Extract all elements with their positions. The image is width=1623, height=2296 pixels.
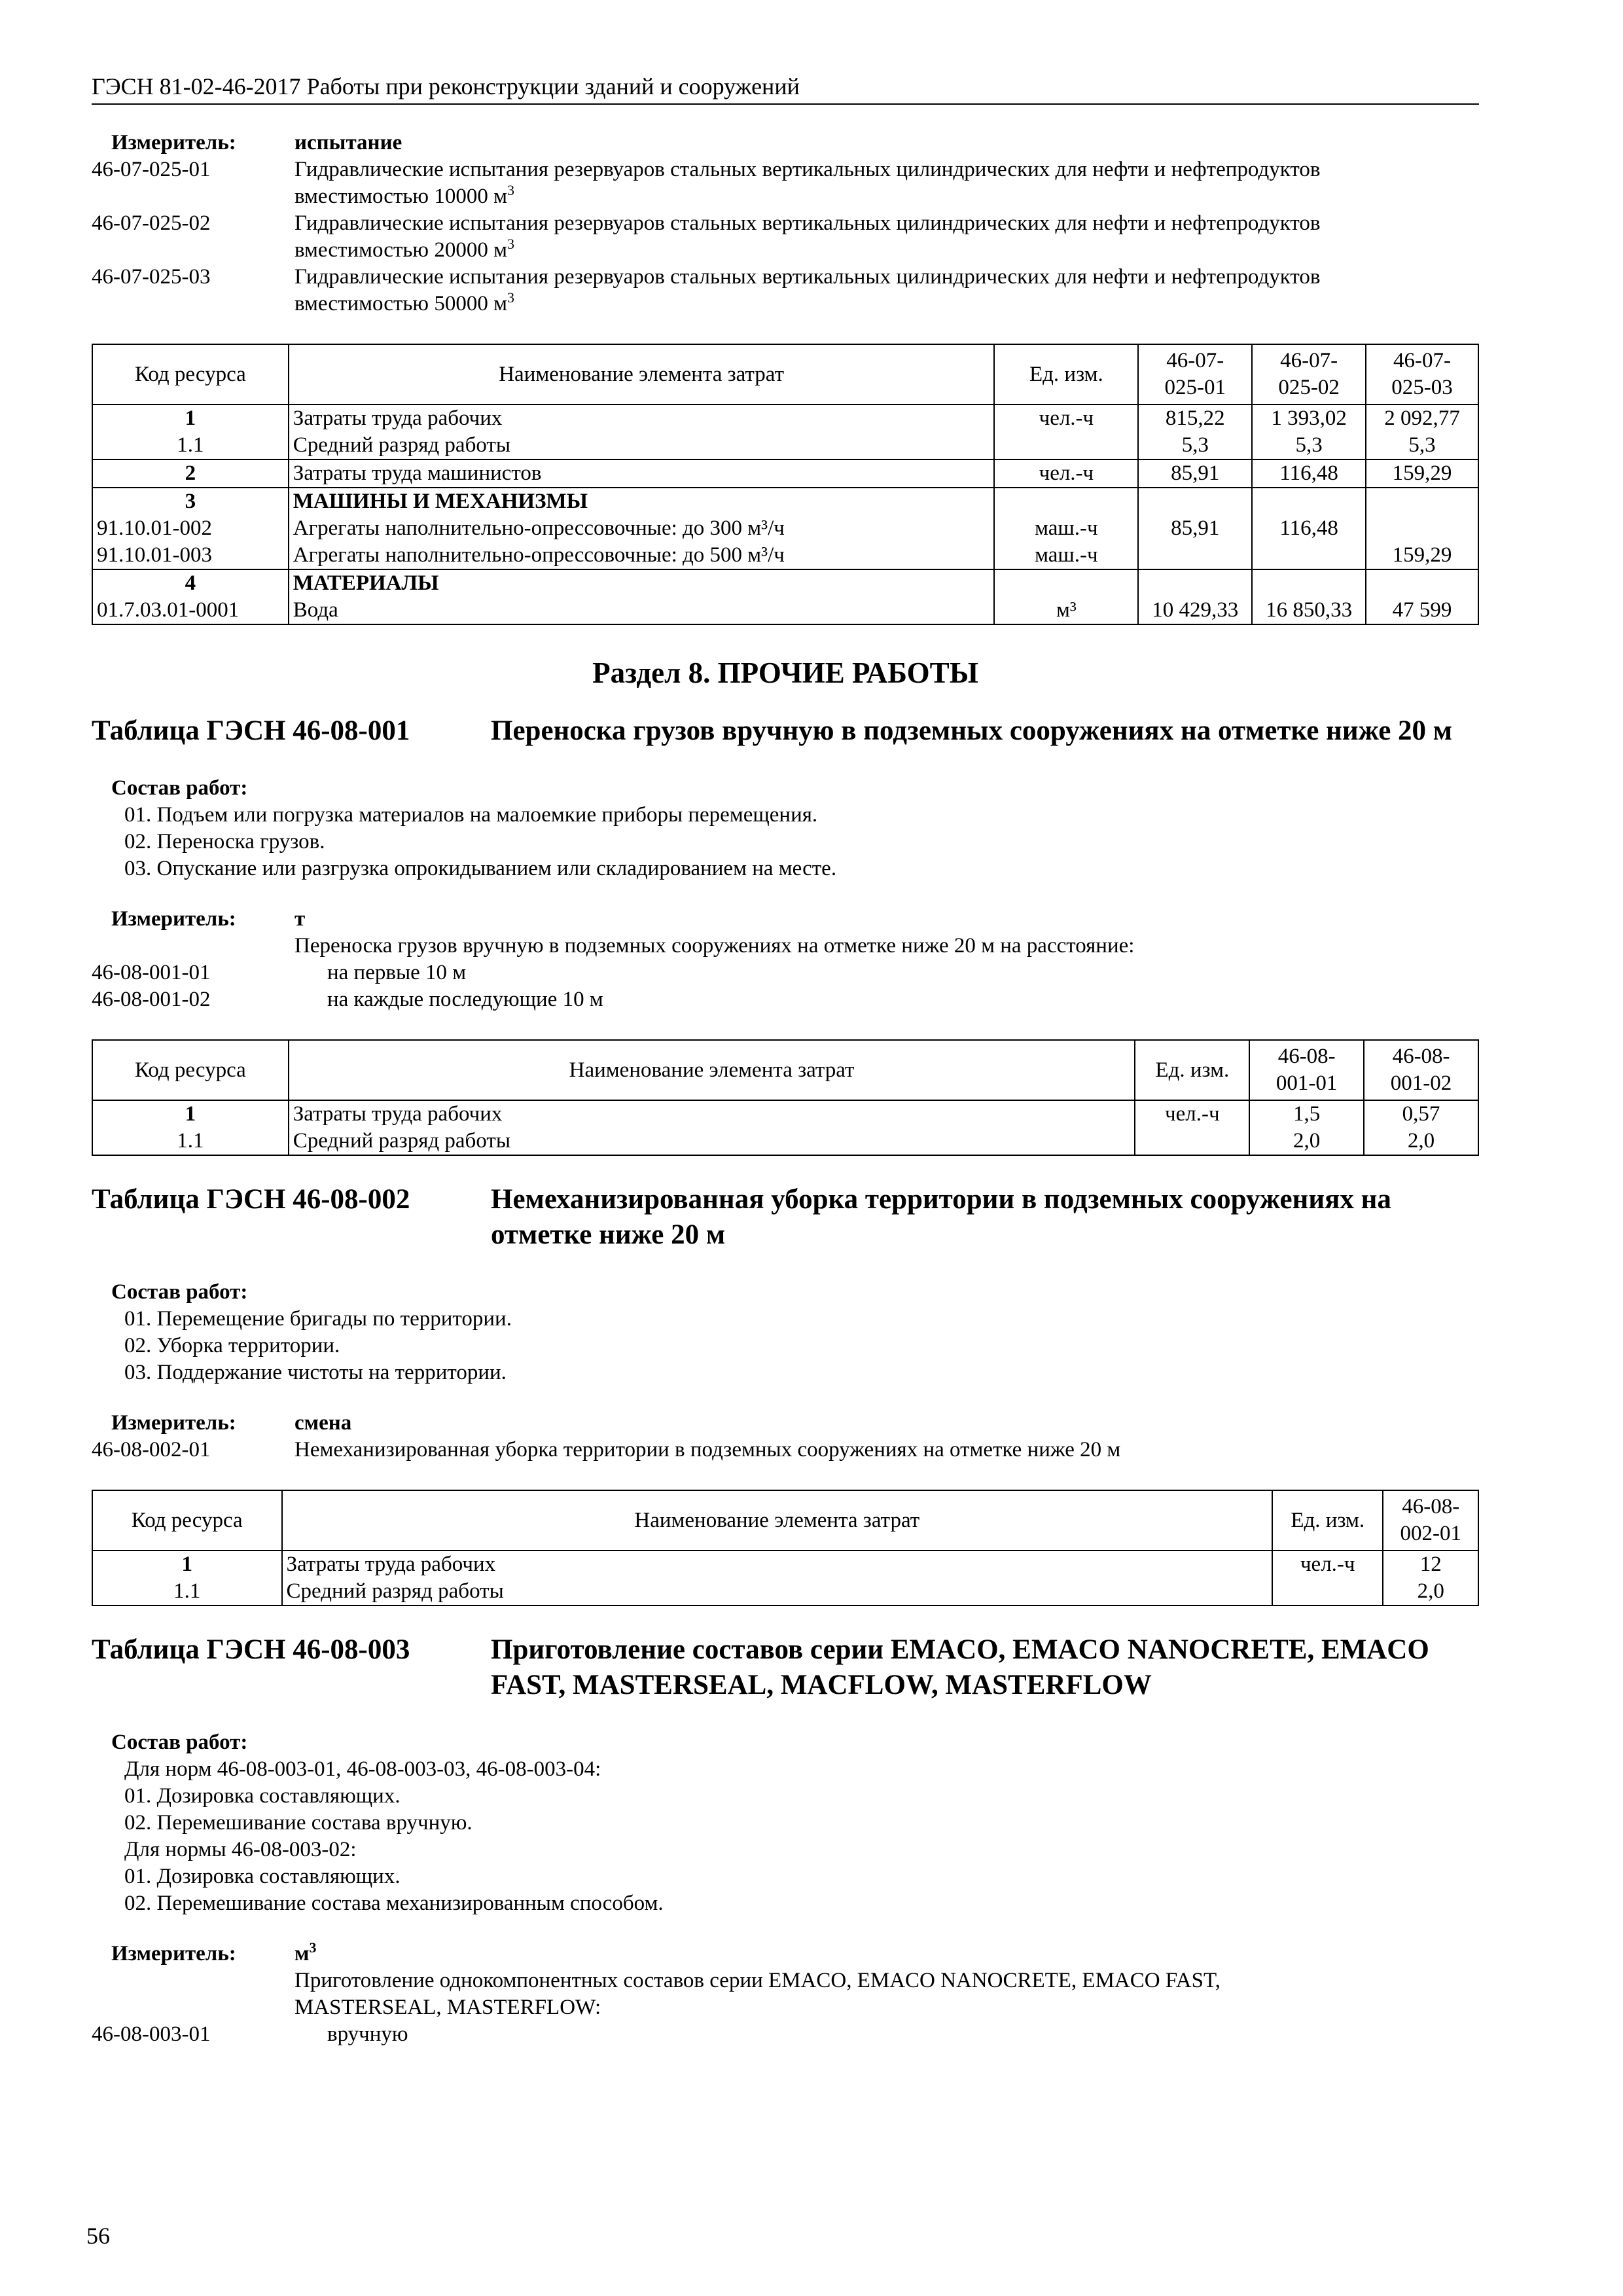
resource-value: 85,91 (1138, 459, 1252, 488)
resource-unit (1272, 1578, 1383, 1605)
header-norm-code-line: 46-08- (1402, 1495, 1460, 1518)
table-row (92, 542, 1478, 569)
resource-value: 815,22 (1138, 404, 1252, 432)
norm-item-cont (92, 291, 1479, 317)
header-norm-code-line: 001-02 (1390, 1071, 1452, 1095)
resource-code: 3 (92, 488, 289, 515)
resource-name: Средний разряд работы (289, 1128, 1135, 1155)
spacer (92, 291, 294, 317)
resource-name: Средний разряд работы (282, 1578, 1273, 1605)
norm-text-line: вместимостью 10000 м (294, 185, 507, 208)
header-unit: Ед. изм. (994, 344, 1138, 404)
resource-value: 116,48 (1252, 515, 1366, 542)
measure-description: Переноска грузов вручную в подземных сооружениях на отметке ниже 20 м на расстояние: (294, 934, 1135, 958)
resource-code: 4 (92, 569, 289, 597)
resource-name: Вода (289, 597, 995, 624)
resource-value: 1 393,02 (1252, 404, 1366, 432)
table-number: Таблица ГЭСН 46-08-002 (92, 1184, 410, 1215)
norm-item (92, 960, 1479, 986)
resource-unit: чел.-ч (1135, 1100, 1249, 1128)
spacer (92, 237, 294, 264)
norm-text-sup: 3 (507, 182, 514, 198)
page-number: 56 (86, 2223, 110, 2249)
work-step: 02. Уборка территории. (124, 1334, 340, 1357)
norm-item (92, 986, 1479, 1013)
resource-code: 1.1 (92, 432, 289, 459)
resource-code: 1 (92, 1551, 282, 1578)
header-norm-code-line: 002-01 (1400, 1522, 1461, 1545)
resource-value (1366, 515, 1478, 542)
resource-name: Затраты труда рабочих (289, 404, 995, 432)
resource-value: 12 (1383, 1551, 1478, 1578)
table-row (92, 404, 1478, 432)
resource-code: 01.7.03.01-0001 (92, 597, 289, 624)
resource-value: 5,3 (1138, 432, 1252, 459)
norm-text-sup: 3 (507, 289, 514, 306)
table-row (92, 1100, 1478, 1128)
resource-value: 16 850,33 (1252, 597, 1366, 624)
norm-text: Гидравлические испытания резервуаров стальных вертикальных цилиндрических для нефти и нефтепродуктов (294, 211, 1321, 235)
work-step: 01. Дозировка составляющих. (124, 1865, 401, 1888)
norm-code: 46-07-025-02 (92, 211, 211, 235)
table-row (92, 1128, 1478, 1155)
resource-unit: чел.-ч (1272, 1551, 1383, 1578)
resource-code: 2 (92, 459, 289, 488)
table-row (92, 515, 1478, 542)
header-norm-code-line: 46-08- (1392, 1045, 1450, 1068)
measure-block (92, 906, 1479, 1013)
resource-value: 10 429,33 (1138, 597, 1252, 624)
document-page (92, 72, 1479, 2048)
resource-unit: чел.-ч (994, 404, 1138, 432)
resource-table-46-07-025 (92, 344, 1479, 625)
section-title: Раздел 8. ПРОЧИЕ РАБОТЫ (592, 656, 978, 689)
resource-unit: м³ (994, 597, 1138, 624)
resource-value: 2,0 (1383, 1578, 1478, 1605)
measure-label: Измеритель: (111, 1942, 236, 1965)
table-title: Немеханизированная уборка территории в подземных сооружениях на отметке ниже 20 м (491, 1184, 1391, 1250)
header-unit: Ед. изм. (1135, 1040, 1249, 1100)
norm-text-line: вместимостью 20000 м (294, 238, 507, 262)
measure-value: смена (294, 1411, 352, 1435)
table-row (92, 432, 1478, 459)
norm-item (92, 264, 1479, 291)
header-norm-code-line: 025-01 (1164, 376, 1226, 399)
work-title: Состав работ: (111, 1731, 248, 1754)
resource-value: 85,91 (1138, 515, 1252, 542)
measure-description: Приготовление однокомпонентных составов серии EMACO, EMACO NANOCRETE, EMACO FAST, (294, 1969, 1221, 1992)
header-norm-code-line: 025-03 (1391, 376, 1453, 399)
table-title: Переноска грузов вручную в подземных сооружениях на отметке ниже 20 м (491, 715, 1453, 746)
resource-value: 0,57 (1364, 1100, 1478, 1128)
norm-code: 46-08-003-01 (92, 2022, 211, 2046)
resource-value (1138, 542, 1252, 569)
work-step: 02. Перемешивание состава механизированным способом. (124, 1892, 664, 1915)
resource-unit (994, 432, 1138, 459)
resource-table-46-08-001 (92, 1039, 1479, 1156)
resource-code: 1.1 (92, 1128, 289, 1155)
header-norm-code-line: 001-01 (1275, 1071, 1338, 1095)
norm-text: вручную (327, 2022, 408, 2046)
norm-text-cont (294, 291, 1479, 317)
norm-text: Немеханизированная уборка территории в подземных сооружениях на отметке ниже 20 м (294, 1438, 1121, 1462)
spacer (92, 183, 294, 210)
table-row (92, 488, 1478, 515)
resource-name: Агрегаты наполнительно-опрессовочные: до 300 м³/ч (289, 515, 995, 542)
header-unit: Ед. изм. (1272, 1490, 1383, 1551)
norm-code: 46-07-025-03 (92, 265, 211, 289)
norm-text: на первые 10 м (327, 961, 467, 984)
resource-name: Средний разряд работы (289, 432, 995, 459)
resource-unit: маш.-ч (994, 542, 1138, 569)
table-row (92, 459, 1478, 488)
work-step: 02. Переноска грузов. (124, 830, 325, 853)
table-heading (92, 713, 1479, 749)
resource-name: Затраты труда рабочих (282, 1551, 1273, 1578)
table-row (92, 569, 1478, 597)
resource-name: Агрегаты наполнительно-опрессовочные: до 500 м³/ч (289, 542, 995, 569)
norm-text-line: вместимостью 50000 м (294, 292, 507, 315)
resource-value: 1,5 (1249, 1100, 1364, 1128)
table-row (92, 1551, 1478, 1578)
measure-value: испытание (294, 131, 402, 154)
resource-unit: маш.-ч (994, 515, 1138, 542)
measure-value: т (294, 907, 306, 931)
resource-value (1138, 488, 1252, 515)
resource-value: 116,48 (1252, 459, 1366, 488)
resource-value: 2,0 (1364, 1128, 1478, 1155)
header-code: Код ресурса (92, 1040, 289, 1100)
header-norm-code-line: 46-07- (1393, 349, 1452, 372)
resource-unit (994, 488, 1138, 515)
resource-unit (994, 569, 1138, 597)
work-step: 02. Перемешивание состава вручную. (124, 1811, 473, 1835)
resource-value (1252, 542, 1366, 569)
table-number: Таблица ГЭСН 46-08-003 (92, 1634, 410, 1665)
header-norm-code-line: 025-02 (1278, 376, 1340, 399)
header-norm-code-line: 46-07- (1166, 349, 1224, 372)
measure-label: Измеритель: (111, 1411, 236, 1435)
norm-item (92, 156, 1479, 183)
table-row (92, 1578, 1478, 1605)
header-code: Код ресурса (92, 1490, 282, 1551)
work-step: 01. Перемещение бригады по территории. (124, 1307, 512, 1331)
norm-code: 46-08-002-01 (92, 1438, 211, 1462)
header-name: Наименование элемента затрат (282, 1490, 1273, 1551)
work-step: 03. Опускание или разгрузка опрокидыванием или складированием на месте. (124, 857, 837, 880)
header-norm-code (1249, 1040, 1364, 1100)
resource-value: 159,29 (1366, 542, 1478, 569)
table-number: Таблица ГЭСН 46-08-001 (92, 715, 410, 746)
norm-text: Гидравлические испытания резервуаров стальных вертикальных цилиндрических для нефти и нефтепродуктов (294, 158, 1321, 181)
header-norm-code (1364, 1040, 1478, 1100)
resource-table-46-08-002 (92, 1490, 1479, 1606)
table-heading (92, 1182, 1479, 1253)
resource-value (1138, 569, 1252, 597)
resource-code: 91.10.01-003 (92, 542, 289, 569)
measure-description: MASTERSEAL, MASTERFLOW: (294, 1996, 601, 2019)
norm-item-cont (92, 183, 1479, 210)
norm-text-sup: 3 (507, 236, 514, 252)
work-title: Состав работ: (111, 776, 248, 800)
work-composition (92, 775, 1479, 882)
resource-unit (1135, 1128, 1249, 1155)
resource-name: МАШИНЫ И МЕХАНИЗМЫ (289, 488, 995, 515)
header-norm-code (1383, 1490, 1478, 1551)
norm-text: на каждые последующие 10 м (327, 988, 603, 1011)
norm-item (92, 2021, 1479, 2048)
norm-code: 46-08-001-02 (92, 988, 211, 1011)
resource-value: 5,3 (1366, 432, 1478, 459)
resource-name: Затраты труда машинистов (289, 459, 995, 488)
work-title: Состав работ: (111, 1280, 248, 1304)
header-name: Наименование элемента затрат (289, 1040, 1135, 1100)
norm-item-cont (92, 237, 1479, 264)
resource-value: 159,29 (1366, 459, 1478, 488)
norm-list (92, 156, 1479, 317)
norm-item (92, 210, 1479, 237)
resource-code: 91.10.01-002 (92, 515, 289, 542)
measure-line (92, 130, 1479, 156)
resource-value: 5,3 (1252, 432, 1366, 459)
resource-value (1252, 488, 1366, 515)
work-step: 01. Подъем или погрузка материалов на малоемкие приборы перемещения. (124, 803, 818, 827)
resource-value (1366, 488, 1478, 515)
header-norm-code-line: 46-07- (1280, 349, 1338, 372)
resource-code: 1 (92, 1100, 289, 1128)
table-title: Приготовление составов серии EMACO, EMACO NANOCRETE, EMACO FAST, MASTERSEAL, MACFLOW, MASTERFLOW (491, 1634, 1429, 1700)
resource-value: 2,0 (1249, 1128, 1364, 1155)
norm-item (92, 1437, 1479, 1463)
norm-text-cont (294, 183, 1479, 210)
measure-block (92, 1941, 1479, 2048)
table-row (92, 597, 1478, 624)
measure-label: Измеритель: (111, 131, 236, 154)
work-composition (92, 1279, 1479, 1386)
measure-label: Измеритель: (111, 907, 236, 931)
work-step: Для норм 46-08-003-01, 46-08-003-03, 46-08-003-04: (124, 1757, 601, 1781)
header-norm-code (1366, 344, 1478, 404)
norm-code: 46-07-025-01 (92, 158, 211, 181)
work-composition (92, 1729, 1479, 1917)
resource-value: 47 599 (1366, 597, 1478, 624)
norm-text: Гидравлические испытания резервуаров стальных вертикальных цилиндрических для нефти и нефтепродуктов (294, 265, 1321, 289)
header-code: Код ресурса (92, 344, 289, 404)
work-step: 03. Поддержание чистоты на территории. (124, 1361, 507, 1384)
header-norm-code-line: 46-08- (1277, 1045, 1336, 1068)
resource-code: 1 (92, 404, 289, 432)
norm-code: 46-08-001-01 (92, 961, 211, 984)
header-norm-code (1138, 344, 1252, 404)
resource-name: МАТЕРИАЛЫ (289, 569, 995, 597)
resource-name: Затраты труда рабочих (289, 1100, 1135, 1128)
resource-value: 2 092,77 (1366, 404, 1478, 432)
header-norm-code (1252, 344, 1366, 404)
resource-unit: чел.-ч (994, 459, 1138, 488)
work-step: 01. Дозировка составляющих. (124, 1784, 401, 1808)
resource-code: 1.1 (92, 1578, 282, 1605)
resource-value (1252, 569, 1366, 597)
measure-block (92, 1410, 1479, 1463)
norm-text-cont (294, 237, 1479, 264)
work-step: Для нормы 46-08-003-02: (124, 1838, 357, 1861)
header-name: Наименование элемента затрат (289, 344, 995, 404)
running-header: ГЭСН 81-02-46-2017 Работы при реконструкции зданий и сооружений (92, 72, 1479, 105)
measure-value: $м^3$ (294, 1939, 317, 1965)
resource-value (1366, 569, 1478, 597)
table-heading (92, 1632, 1479, 1703)
